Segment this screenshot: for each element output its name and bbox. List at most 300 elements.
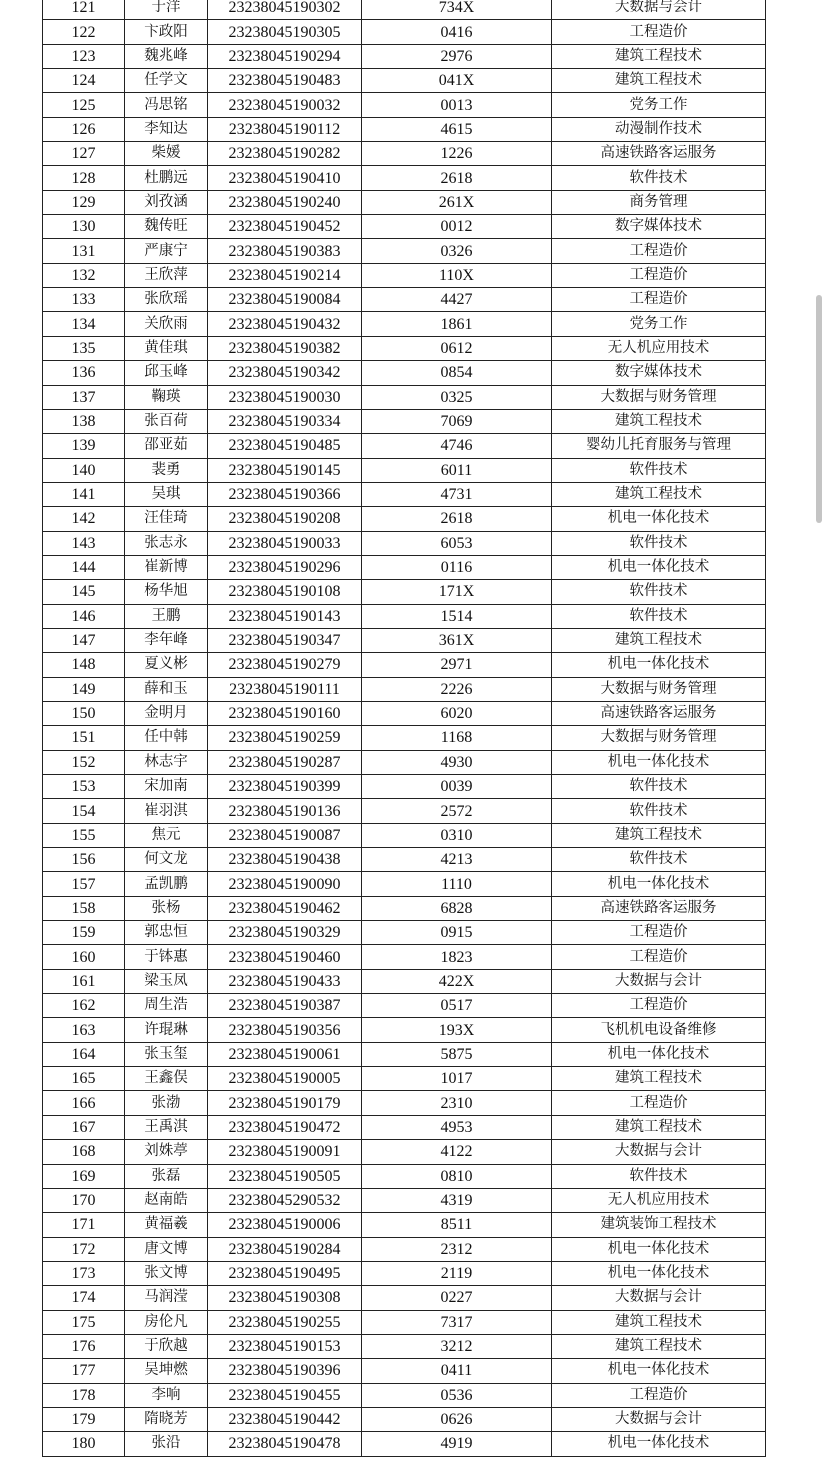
registration-number-cell: 23238045190438 [208, 848, 362, 872]
scrollbar[interactable] [816, 295, 822, 523]
row-number-cell: 141 [43, 482, 125, 506]
id-tail-cell: 6828 [362, 896, 552, 920]
registration-number-cell: 23238045190279 [208, 653, 362, 677]
row-number-cell: 164 [43, 1042, 125, 1066]
major-cell: 建筑工程技术 [552, 409, 766, 433]
id-tail-cell: 4731 [362, 482, 552, 506]
major-cell: 机电一体化技术 [552, 1042, 766, 1066]
major-cell: 党务工作 [552, 93, 766, 117]
table-row [43, 312, 766, 336]
registration-number-cell: 23238045190032 [208, 93, 362, 117]
table-row [43, 1359, 766, 1383]
id-tail-cell: 4122 [362, 1140, 552, 1164]
row-number-cell: 150 [43, 701, 125, 725]
table-row [43, 361, 766, 385]
major-cell: 数字媒体技术 [552, 361, 766, 385]
row-number-cell: 130 [43, 215, 125, 239]
row-number-cell: 171 [43, 1213, 125, 1237]
table-row [43, 872, 766, 896]
table-row [43, 1188, 766, 1212]
id-tail-cell: 110X [362, 263, 552, 287]
id-tail-cell: 0915 [362, 921, 552, 945]
registration-number-cell: 23238045190382 [208, 336, 362, 360]
row-number-cell: 134 [43, 312, 125, 336]
student-name-cell: 吴坤燃 [125, 1359, 208, 1383]
id-tail-cell: 0626 [362, 1407, 552, 1431]
row-number-cell: 174 [43, 1286, 125, 1310]
registration-number-cell: 23238045190259 [208, 726, 362, 750]
student-name-cell: 任中韩 [125, 726, 208, 750]
major-cell: 机电一体化技术 [552, 555, 766, 579]
registration-number-cell: 23238045190061 [208, 1042, 362, 1066]
row-number-cell: 132 [43, 263, 125, 287]
id-tail-cell: 0517 [362, 994, 552, 1018]
table-row [43, 969, 766, 993]
id-tail-cell: 5875 [362, 1042, 552, 1066]
row-number-cell: 145 [43, 580, 125, 604]
student-name-cell: 张志永 [125, 531, 208, 555]
major-cell: 机电一体化技术 [552, 653, 766, 677]
table-row [43, 945, 766, 969]
id-tail-cell: 4746 [362, 434, 552, 458]
major-cell: 机电一体化技术 [552, 1237, 766, 1261]
registration-number-cell: 23238045190255 [208, 1310, 362, 1334]
registration-number-cell: 23238045190294 [208, 44, 362, 68]
registration-number-cell: 23238045190208 [208, 507, 362, 531]
registration-number-cell: 23238045190005 [208, 1067, 362, 1091]
id-tail-cell: 2971 [362, 653, 552, 677]
major-cell: 工程造价 [552, 921, 766, 945]
table-row [43, 1334, 766, 1358]
student-name-cell: 梁玉凤 [125, 969, 208, 993]
id-tail-cell: 4319 [362, 1188, 552, 1212]
table-row [43, 823, 766, 847]
id-tail-cell: 6020 [362, 701, 552, 725]
student-name-cell: 王欣萍 [125, 263, 208, 287]
id-tail-cell: 0411 [362, 1359, 552, 1383]
registration-number-cell: 23238045190483 [208, 69, 362, 93]
major-cell: 高速铁路客运服务 [552, 142, 766, 166]
major-cell: 大数据与财务管理 [552, 726, 766, 750]
registration-number-cell: 23238045190284 [208, 1237, 362, 1261]
registration-number-cell: 23238045190112 [208, 117, 362, 141]
row-number-cell: 148 [43, 653, 125, 677]
id-tail-cell: 0612 [362, 336, 552, 360]
table-row [43, 44, 766, 68]
id-tail-cell: 1514 [362, 604, 552, 628]
student-name-cell: 卞政阳 [125, 20, 208, 44]
table-row [43, 0, 766, 20]
registration-number-cell: 23238045190383 [208, 239, 362, 263]
table-row [43, 117, 766, 141]
row-number-cell: 133 [43, 288, 125, 312]
major-cell: 飞机机电设备维修 [552, 1018, 766, 1042]
student-name-cell: 何文龙 [125, 848, 208, 872]
registration-number-cell: 23238045190342 [208, 361, 362, 385]
major-cell: 软件技术 [552, 604, 766, 628]
student-name-cell: 许琨琳 [125, 1018, 208, 1042]
id-tail-cell: 2312 [362, 1237, 552, 1261]
table-row [43, 1115, 766, 1139]
id-tail-cell: 2976 [362, 44, 552, 68]
row-number-cell: 146 [43, 604, 125, 628]
id-tail-cell: 0854 [362, 361, 552, 385]
row-number-cell: 179 [43, 1407, 125, 1431]
row-number-cell: 176 [43, 1334, 125, 1358]
table-row [43, 1383, 766, 1407]
row-number-cell: 157 [43, 872, 125, 896]
major-cell: 建筑工程技术 [552, 1067, 766, 1091]
registration-number-cell: 23238045190485 [208, 434, 362, 458]
registration-number-cell: 23238045190084 [208, 288, 362, 312]
table-row [43, 1091, 766, 1115]
id-tail-cell: 4930 [362, 750, 552, 774]
row-number-cell: 167 [43, 1115, 125, 1139]
major-cell: 建筑工程技术 [552, 1334, 766, 1358]
table-row [43, 1213, 766, 1237]
row-number-cell: 137 [43, 385, 125, 409]
id-tail-cell: 4953 [362, 1115, 552, 1139]
table-row [43, 896, 766, 920]
id-tail-cell: 1823 [362, 945, 552, 969]
row-number-cell: 136 [43, 361, 125, 385]
student-name-cell: 任学文 [125, 69, 208, 93]
student-name-cell: 李响 [125, 1383, 208, 1407]
id-tail-cell: 361X [362, 628, 552, 652]
table-row [43, 336, 766, 360]
id-tail-cell: 0416 [362, 20, 552, 44]
major-cell: 建筑工程技术 [552, 69, 766, 93]
table-row [43, 1140, 766, 1164]
id-tail-cell: 2572 [362, 799, 552, 823]
student-name-cell: 焦元 [125, 823, 208, 847]
row-number-cell: 125 [43, 93, 125, 117]
row-number-cell: 144 [43, 555, 125, 579]
table-row [43, 1067, 766, 1091]
registration-number-cell: 23238045190472 [208, 1115, 362, 1139]
major-cell: 工程造价 [552, 288, 766, 312]
id-tail-cell: 193X [362, 1018, 552, 1042]
registration-number-cell: 23238045190308 [208, 1286, 362, 1310]
registration-number-cell: 23238045190334 [208, 409, 362, 433]
student-name-cell: 宋加南 [125, 775, 208, 799]
table-row [43, 1432, 766, 1456]
student-name-cell: 黄佳琪 [125, 336, 208, 360]
row-number-cell: 139 [43, 434, 125, 458]
id-tail-cell: 4213 [362, 848, 552, 872]
id-tail-cell: 041X [362, 69, 552, 93]
registration-number-cell: 23238045190432 [208, 312, 362, 336]
major-cell: 机电一体化技术 [552, 872, 766, 896]
row-number-cell: 151 [43, 726, 125, 750]
row-number-cell: 154 [43, 799, 125, 823]
id-tail-cell: 0310 [362, 823, 552, 847]
major-cell: 建筑工程技术 [552, 1310, 766, 1334]
row-number-cell: 140 [43, 458, 125, 482]
major-cell: 建筑工程技术 [552, 823, 766, 847]
registration-number-cell: 23238045190030 [208, 385, 362, 409]
major-cell: 建筑工程技术 [552, 482, 766, 506]
row-number-cell: 126 [43, 117, 125, 141]
row-number-cell: 159 [43, 921, 125, 945]
row-number-cell: 135 [43, 336, 125, 360]
registration-number-cell: 23238045190356 [208, 1018, 362, 1042]
registration-number-cell: 23238045190090 [208, 872, 362, 896]
student-name-cell: 冯思铭 [125, 93, 208, 117]
registration-number-cell: 23238045190433 [208, 969, 362, 993]
row-number-cell: 173 [43, 1261, 125, 1285]
student-name-cell: 马润滢 [125, 1286, 208, 1310]
major-cell: 工程造价 [552, 20, 766, 44]
major-cell: 机电一体化技术 [552, 1359, 766, 1383]
id-tail-cell: 2310 [362, 1091, 552, 1115]
student-name-cell: 汪佳琦 [125, 507, 208, 531]
row-number-cell: 121 [43, 0, 125, 20]
student-name-cell: 王禹淇 [125, 1115, 208, 1139]
registration-number-cell: 23238045190296 [208, 555, 362, 579]
id-tail-cell: 3212 [362, 1334, 552, 1358]
id-tail-cell: 0325 [362, 385, 552, 409]
table-row [43, 1310, 766, 1334]
id-tail-cell: 171X [362, 580, 552, 604]
major-cell: 软件技术 [552, 799, 766, 823]
major-cell: 软件技术 [552, 458, 766, 482]
student-name-cell: 赵南皓 [125, 1188, 208, 1212]
row-number-cell: 143 [43, 531, 125, 555]
major-cell: 软件技术 [552, 1164, 766, 1188]
id-tail-cell: 0012 [362, 215, 552, 239]
major-cell: 党务工作 [552, 312, 766, 336]
table-body [43, 0, 766, 1456]
major-cell: 软件技术 [552, 775, 766, 799]
registration-number-cell: 23238045190111 [208, 677, 362, 701]
registration-number-cell: 23238045190462 [208, 896, 362, 920]
student-name-cell: 郭忠恒 [125, 921, 208, 945]
table-row [43, 653, 766, 677]
major-cell: 建筑工程技术 [552, 628, 766, 652]
table-row [43, 994, 766, 1018]
student-name-cell: 张杨 [125, 896, 208, 920]
major-cell: 软件技术 [552, 166, 766, 190]
row-number-cell: 127 [43, 142, 125, 166]
registration-number-cell: 23238045190495 [208, 1261, 362, 1285]
major-cell: 商务管理 [552, 190, 766, 214]
major-cell: 大数据与财务管理 [552, 677, 766, 701]
id-tail-cell: 0013 [362, 93, 552, 117]
major-cell: 大数据与会计 [552, 1286, 766, 1310]
id-tail-cell: 6053 [362, 531, 552, 555]
major-cell: 工程造价 [552, 945, 766, 969]
table-row [43, 263, 766, 287]
row-number-cell: 138 [43, 409, 125, 433]
row-number-cell: 162 [43, 994, 125, 1018]
table-row [43, 580, 766, 604]
table-row [43, 848, 766, 872]
registration-number-cell: 23238045190410 [208, 166, 362, 190]
major-cell: 动漫制作技术 [552, 117, 766, 141]
registration-number-cell: 23238045190087 [208, 823, 362, 847]
student-name-cell: 于钵惠 [125, 945, 208, 969]
student-name-cell: 张磊 [125, 1164, 208, 1188]
table-row [43, 69, 766, 93]
registration-number-cell: 23238045190136 [208, 799, 362, 823]
registration-number-cell: 23238045190452 [208, 215, 362, 239]
row-number-cell: 165 [43, 1067, 125, 1091]
major-cell: 无人机应用技术 [552, 1188, 766, 1212]
student-name-cell: 于洋 [125, 0, 208, 20]
major-cell: 数字媒体技术 [552, 215, 766, 239]
row-number-cell: 175 [43, 1310, 125, 1334]
registration-number-cell: 23238045190287 [208, 750, 362, 774]
major-cell: 大数据与会计 [552, 1407, 766, 1431]
major-cell: 高速铁路客运服务 [552, 701, 766, 725]
registration-number-cell: 23238045190396 [208, 1359, 362, 1383]
id-tail-cell: 4919 [362, 1432, 552, 1456]
table-row [43, 434, 766, 458]
row-number-cell: 168 [43, 1140, 125, 1164]
table-row [43, 750, 766, 774]
id-tail-cell: 1017 [362, 1067, 552, 1091]
student-name-cell: 崔新博 [125, 555, 208, 579]
major-cell: 软件技术 [552, 531, 766, 555]
row-number-cell: 178 [43, 1383, 125, 1407]
id-tail-cell: 7069 [362, 409, 552, 433]
table-row [43, 1237, 766, 1261]
student-name-cell: 关欣雨 [125, 312, 208, 336]
table-row [43, 1286, 766, 1310]
table-row [43, 190, 766, 214]
student-name-cell: 吴琪 [125, 482, 208, 506]
student-name-cell: 崔羽淇 [125, 799, 208, 823]
id-tail-cell: 1110 [362, 872, 552, 896]
registration-number-cell: 23238045190108 [208, 580, 362, 604]
student-name-cell: 房伦凡 [125, 1310, 208, 1334]
table-row [43, 409, 766, 433]
registration-number-cell: 23238045190033 [208, 531, 362, 555]
id-tail-cell: 1861 [362, 312, 552, 336]
id-tail-cell: 0536 [362, 1383, 552, 1407]
student-name-cell: 张渤 [125, 1091, 208, 1115]
table-row [43, 93, 766, 117]
table-row [43, 531, 766, 555]
registration-number-cell: 23238045190399 [208, 775, 362, 799]
student-name-cell: 邵亚茹 [125, 434, 208, 458]
major-cell: 工程造价 [552, 994, 766, 1018]
student-name-cell: 唐文博 [125, 1237, 208, 1261]
row-number-cell: 142 [43, 507, 125, 531]
registration-number-cell: 23238045190302 [208, 0, 362, 20]
student-name-cell: 孟凯鹏 [125, 872, 208, 896]
student-name-cell: 张文博 [125, 1261, 208, 1285]
table-row [43, 775, 766, 799]
major-cell: 建筑工程技术 [552, 1115, 766, 1139]
major-cell: 工程造价 [552, 1383, 766, 1407]
id-tail-cell: 0039 [362, 775, 552, 799]
table-row [43, 288, 766, 312]
registration-number-cell: 23238045190160 [208, 701, 362, 725]
major-cell: 无人机应用技术 [552, 336, 766, 360]
student-name-cell: 王鑫俣 [125, 1067, 208, 1091]
registration-number-cell: 23238045190505 [208, 1164, 362, 1188]
row-number-cell: 177 [43, 1359, 125, 1383]
student-name-cell: 刘孜涵 [125, 190, 208, 214]
registration-number-cell: 23238045190442 [208, 1407, 362, 1431]
row-number-cell: 161 [43, 969, 125, 993]
table-row [43, 921, 766, 945]
registration-number-cell: 23238045190305 [208, 20, 362, 44]
table-row [43, 166, 766, 190]
table-row [43, 1407, 766, 1431]
row-number-cell: 149 [43, 677, 125, 701]
id-tail-cell: 2618 [362, 507, 552, 531]
table-row [43, 604, 766, 628]
student-name-cell: 于欣越 [125, 1334, 208, 1358]
student-name-cell: 柴媛 [125, 142, 208, 166]
major-cell: 机电一体化技术 [552, 750, 766, 774]
student-name-cell: 王鹏 [125, 604, 208, 628]
major-cell: 机电一体化技术 [552, 1432, 766, 1456]
table-row [43, 1164, 766, 1188]
row-number-cell: 153 [43, 775, 125, 799]
student-name-cell: 隋晓芳 [125, 1407, 208, 1431]
row-number-cell: 180 [43, 1432, 125, 1456]
row-number-cell: 147 [43, 628, 125, 652]
id-tail-cell: 2119 [362, 1261, 552, 1285]
row-number-cell: 169 [43, 1164, 125, 1188]
registration-number-cell: 23238045190143 [208, 604, 362, 628]
student-list-table [42, 0, 766, 1457]
table-row [43, 142, 766, 166]
student-name-cell: 刘姝葶 [125, 1140, 208, 1164]
row-number-cell: 163 [43, 1018, 125, 1042]
registration-number-cell: 23238045190347 [208, 628, 362, 652]
id-tail-cell: 8511 [362, 1213, 552, 1237]
student-name-cell: 杨华旭 [125, 580, 208, 604]
table-row [43, 677, 766, 701]
id-tail-cell: 0116 [362, 555, 552, 579]
table-row [43, 385, 766, 409]
id-tail-cell: 0326 [362, 239, 552, 263]
table-row [43, 628, 766, 652]
table-row [43, 215, 766, 239]
student-name-cell: 张玉玺 [125, 1042, 208, 1066]
table-row [43, 507, 766, 531]
student-name-cell: 夏义彬 [125, 653, 208, 677]
registration-number-cell: 23238045190455 [208, 1383, 362, 1407]
row-number-cell: 170 [43, 1188, 125, 1212]
id-tail-cell: 0810 [362, 1164, 552, 1188]
row-number-cell: 124 [43, 69, 125, 93]
student-name-cell: 张欣瑶 [125, 288, 208, 312]
major-cell: 机电一体化技术 [552, 507, 766, 531]
table-row [43, 482, 766, 506]
table-row [43, 20, 766, 44]
row-number-cell: 166 [43, 1091, 125, 1115]
major-cell: 软件技术 [552, 848, 766, 872]
row-number-cell: 122 [43, 20, 125, 44]
student-name-cell: 张百荷 [125, 409, 208, 433]
id-tail-cell: 1226 [362, 142, 552, 166]
registration-number-cell: 23238045190366 [208, 482, 362, 506]
row-number-cell: 128 [43, 166, 125, 190]
student-name-cell: 鞠瑛 [125, 385, 208, 409]
id-tail-cell: 261X [362, 190, 552, 214]
table-row [43, 701, 766, 725]
student-name-cell: 裴勇 [125, 458, 208, 482]
row-number-cell: 155 [43, 823, 125, 847]
table-row [43, 458, 766, 482]
registration-number-cell: 23238045190153 [208, 1334, 362, 1358]
